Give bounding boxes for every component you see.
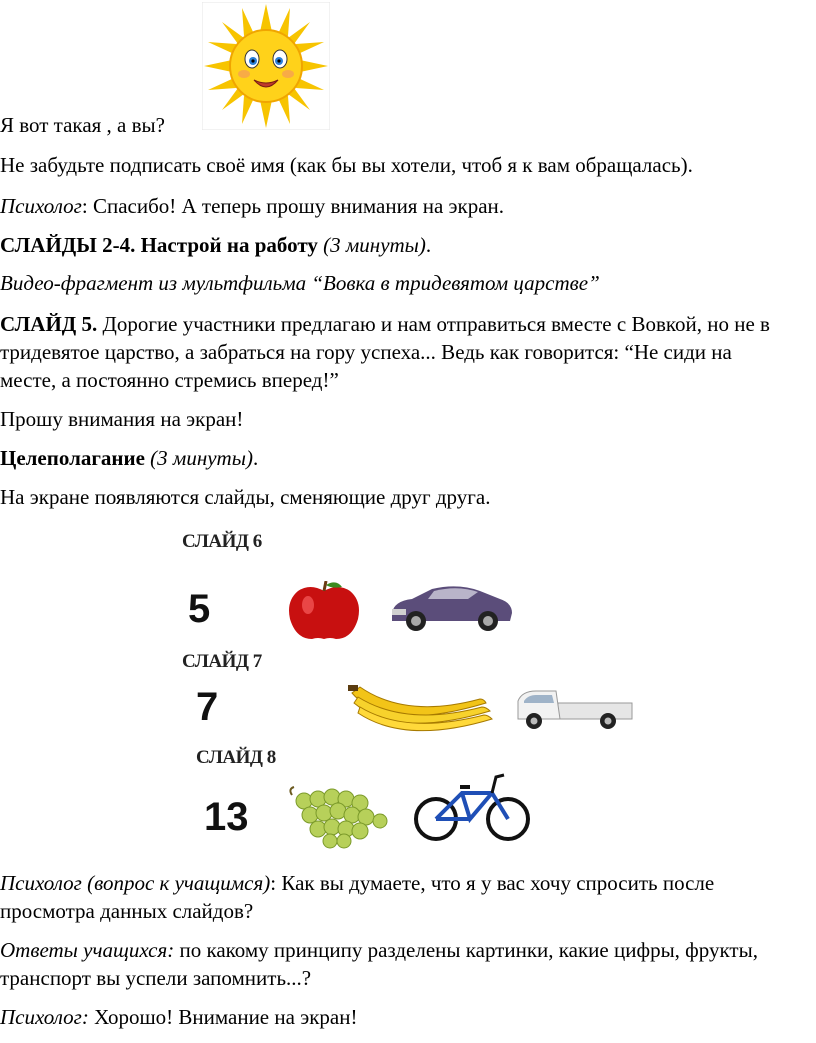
speaker-psychologist: Психолог bbox=[0, 194, 82, 218]
attention-text: Прошу внимания на экран! bbox=[0, 407, 244, 431]
car-icon bbox=[388, 577, 516, 633]
slides-2-4-title: СЛАЙДЫ 2-4. Настрой на работу bbox=[0, 233, 318, 257]
grapes-icon bbox=[284, 785, 394, 849]
good-paragraph bbox=[0, 1003, 812, 1031]
intro-text: Я вот такая , а вы? bbox=[0, 113, 165, 137]
bananas-icon bbox=[346, 673, 496, 737]
answers-paragraph bbox=[0, 936, 808, 992]
name-reminder-paragraph bbox=[0, 151, 812, 179]
truck-icon bbox=[514, 685, 636, 733]
question-paragraph bbox=[0, 869, 800, 925]
thanks-text: : Спасибо! А теперь прошу внимания на экран. bbox=[81, 194, 505, 218]
intro-line bbox=[0, 111, 812, 139]
slides-2-4-tail: . bbox=[425, 233, 432, 257]
slide-8-number: 13 bbox=[204, 795, 249, 839]
screen-text: На экране появляются слайды, сменяющие друг друга. bbox=[0, 485, 491, 509]
question-text: : Как вы думаете, что я у вас хочу спросить после просмотра данных слайдов? bbox=[0, 871, 715, 923]
slide-6-label: СЛАЙД 6 bbox=[182, 531, 262, 552]
slide-8-label: СЛАЙД 8 bbox=[196, 747, 276, 768]
slide-5-text: Дорогие участники предлагаю и нам отправиться вместе с Вовкой, но не в тридевятое царство, а забраться на гору успеха... Ведь как говорится: “Не сиди на месте, а постоянно стремись вперед!” bbox=[0, 312, 770, 392]
attention-paragraph bbox=[0, 405, 812, 433]
video-paragraph bbox=[0, 269, 812, 297]
answers-text: по какому принципу разделены картинки, какие цифры, фрукты, транспорт вы успели запомнить...? bbox=[0, 938, 758, 990]
speaker-good: Психолог: bbox=[0, 1005, 89, 1029]
goal-duration: (3 минуты) bbox=[150, 446, 253, 470]
slide-7-label: СЛАЙД 7 bbox=[182, 651, 262, 672]
slides-2-4-duration: (3 минуты) bbox=[323, 233, 426, 257]
goal-heading bbox=[0, 444, 812, 472]
slide-5-paragraph bbox=[0, 310, 790, 394]
good-text: Хорошо! Внимание на экран! bbox=[88, 1005, 358, 1029]
screen-paragraph bbox=[0, 483, 812, 511]
slide-6-number: 5 bbox=[188, 587, 211, 631]
name-reminder-text: Не забудьте подписать своё имя (как бы вы хотели, чтоб я к вам обращалась). bbox=[0, 153, 693, 177]
bicycle-icon bbox=[412, 769, 532, 843]
thanks-paragraph bbox=[0, 192, 812, 220]
slide-7-number: 7 bbox=[196, 685, 219, 729]
goal-title: Целеполагание bbox=[0, 446, 145, 470]
goal-tail: . bbox=[252, 446, 259, 470]
slide-5-title: СЛАЙД 5. bbox=[0, 312, 98, 336]
speaker-question: Психолог (вопрос к учащимся) bbox=[0, 871, 271, 895]
slides-2-4-heading bbox=[0, 231, 812, 259]
video-text: Видео-фрагмент из мультфильма “Вовка в тридевятом царстве” bbox=[0, 271, 600, 295]
slides-illustration bbox=[170, 525, 650, 845]
apple-icon bbox=[282, 581, 366, 643]
speaker-answers: Ответы учащихся: bbox=[0, 938, 175, 962]
